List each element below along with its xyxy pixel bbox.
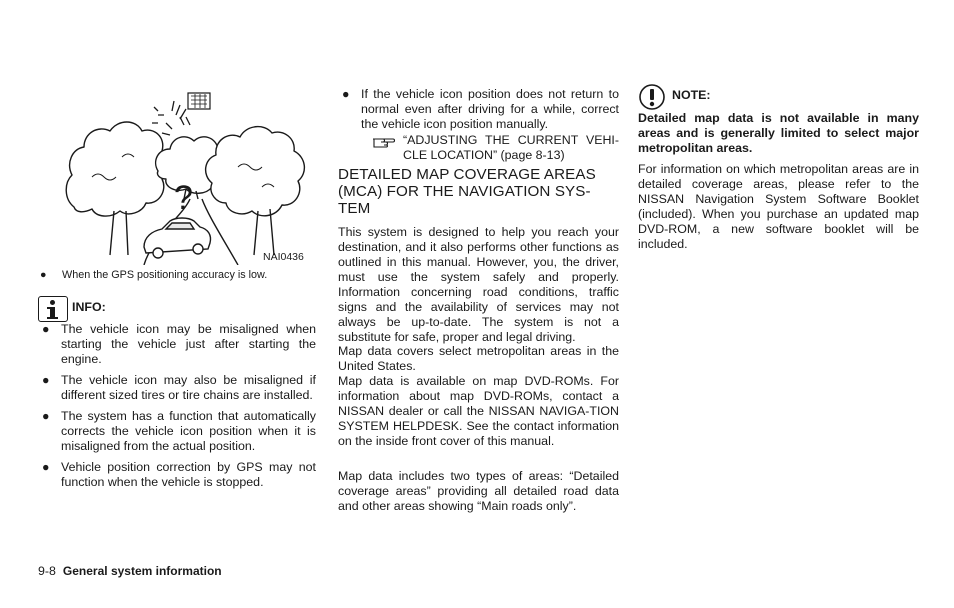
gps-illustration: [62, 87, 314, 265]
paragraph: This system is designed to help you reach your destination, and it also performs other functions as outlined in this manual. However, you, the driver, must use the system safely and properly. Information concerning road conditions, traffic signs and the availability of services may not always be up-to-date. The system is not a substitute for safe, proper and legal driving.: [338, 225, 619, 344]
note-heading: [638, 83, 919, 111]
info-list: [38, 322, 316, 496]
info-item: ● The vehicle icon may be misaligned when starting the vehicle just after starting the engine.: [42, 322, 316, 366]
paragraph: Map data covers select metropolitan areas in the United States.: [338, 344, 619, 373]
satellite-icon: [188, 93, 210, 109]
note-bold-text: Detailed map data is not available in many areas and is generally limited to select major metropolitan areas.: [638, 111, 919, 155]
question-mark-icon: ?: [174, 179, 193, 217]
paragraph: Map data is available on map DVD-ROMs. For information about map DVD-ROMs, contact a NISSAN dealer or call the NISSAN NAVIGA-TION SYSTEM HELPDESK. See the contact information on the inside front cover of this manual.: [338, 374, 619, 448]
note-text: For information on which metropolitan areas are in detailed coverage areas, please refer to the NISSAN Navigation System Software Booklet (included). When you purchase an updated map DVD-ROM, a new software booklet will be included.: [638, 162, 919, 251]
signal-waves-icon: [152, 101, 190, 135]
correction-item: ● If the vehicle icon position does not return to normal even after driving for a while, correct the vehicle icon position manually.: [342, 87, 619, 131]
info-heading: [38, 296, 318, 322]
info-heading-label: INFO:: [72, 300, 106, 314]
warning-icon: [638, 83, 666, 111]
caption-text: When the GPS positioning accuracy is low.: [62, 269, 268, 281]
page-footer: [38, 564, 222, 579]
page-number: 9-8: [38, 564, 56, 578]
correction-list: [338, 87, 619, 132]
tree-left: [66, 122, 169, 216]
info-icon: [38, 296, 68, 322]
section-title: DETAILED MAP COVERAGE AREAS (MCA) FOR THE NAVIGATION SYS-TEM: [338, 166, 596, 217]
figure-label: NAI0436: [263, 251, 304, 263]
info-item: ● The vehicle icon may also be misaligned if different sized tires or tire chains are installed.: [42, 373, 316, 402]
pointing-hand-icon: [372, 135, 396, 149]
tree-right: [206, 127, 305, 216]
car-icon: [144, 218, 211, 258]
info-item: ● The system has a function that automatically corrects the vehicle icon position when it is misaligned from the actual position.: [42, 409, 316, 453]
footer-section: General system information: [62, 564, 222, 578]
reference-text[interactable]: “ADJUSTING THE CURRENT VEHI-CLE LOCATION” (page 8-13): [403, 133, 619, 162]
info-item: ● Vehicle position correction by GPS may not function when the vehicle is stopped.: [42, 460, 316, 489]
note-heading-label: NOTE:: [672, 88, 711, 102]
paragraph: Map data includes two types of areas: “Detailed coverage areas” providing all detailed road data and other areas showing “Main roads only”.: [338, 469, 619, 513]
bullet: ●: [40, 269, 47, 281]
